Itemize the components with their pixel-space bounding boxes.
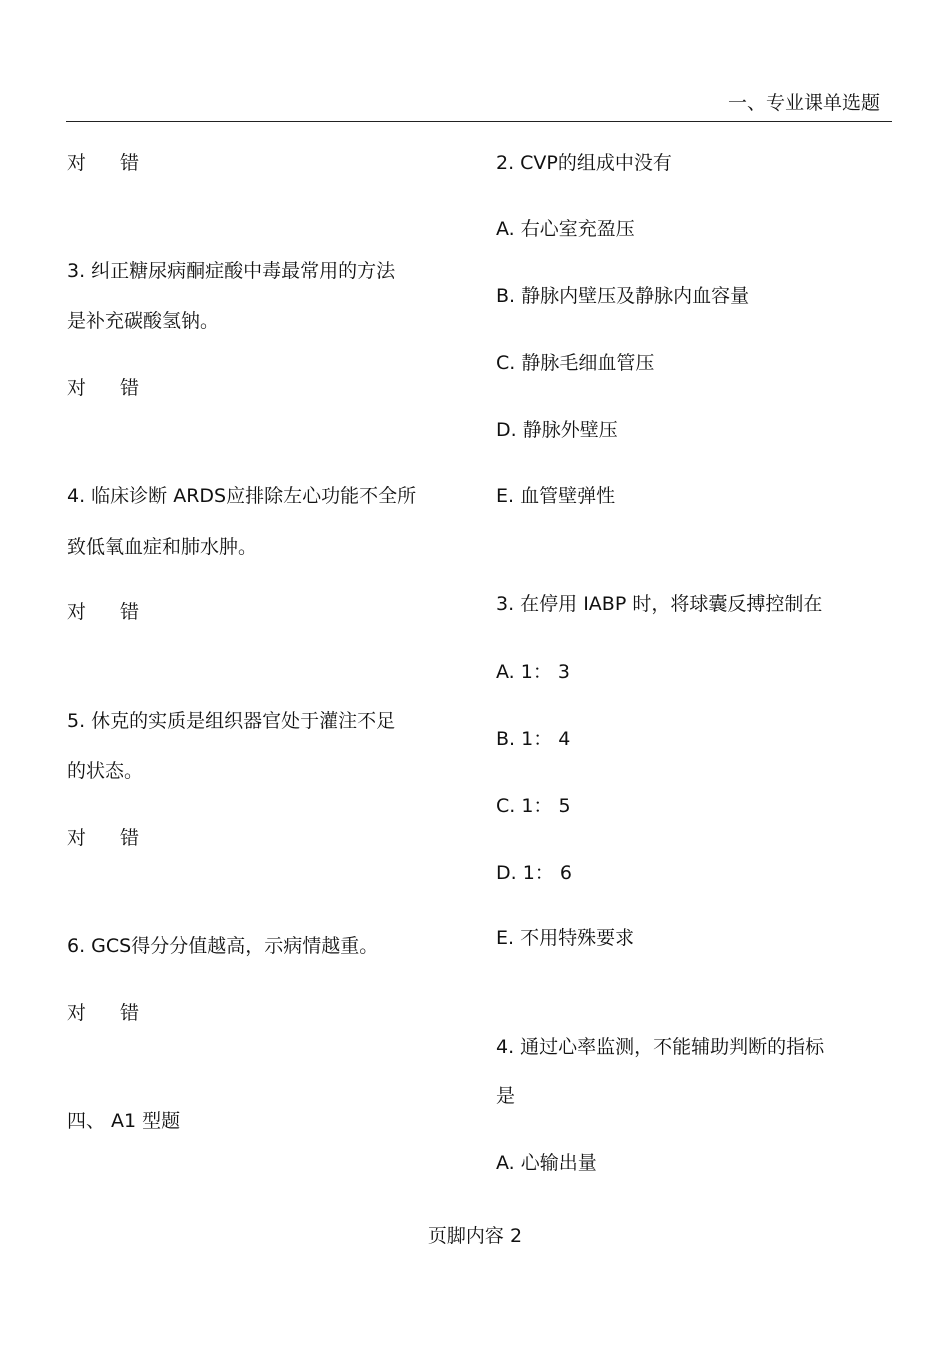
- question-4-line2: 致低氧血症和肺水肿。: [67, 536, 258, 558]
- question-4-line1: 4. 临床诊断 ARDS应排除左心功能不全所: [67, 485, 417, 507]
- option-false[interactable]: 错: [120, 1002, 140, 1024]
- question-r3-stem: 3. 在停用 IABP 时，将球囊反搏控制在: [496, 593, 823, 615]
- question-5-line1: 5. 休克的实质是组织器官处于灌注不足: [67, 710, 396, 732]
- tf-answer-q4: [67, 600, 139, 624]
- option-r2-d[interactable]: D. 静脉外壁压: [496, 419, 618, 441]
- option-r3-a[interactable]: A. 1： 3: [496, 661, 570, 683]
- page-header-title: 一、专业课单选题: [727, 92, 880, 114]
- section-heading-a1: 四、 A1 型题: [67, 1110, 181, 1132]
- option-r4-a[interactable]: A. 心输出量: [496, 1152, 597, 1174]
- option-r3-d[interactable]: D. 1： 6: [496, 862, 572, 884]
- question-r2-stem: 2. CVP的组成中没有: [496, 152, 672, 174]
- option-true[interactable]: 对: [67, 377, 87, 399]
- question-5-line2: 的状态。: [67, 760, 144, 782]
- option-r2-e[interactable]: E. 血管壁弹性: [496, 485, 616, 507]
- tf-answer-q2: [67, 151, 139, 175]
- option-r3-b[interactable]: B. 1： 4: [496, 728, 571, 750]
- option-true[interactable]: 对: [67, 601, 87, 623]
- header-rule: [66, 121, 892, 122]
- option-false[interactable]: 错: [120, 152, 140, 174]
- question-6-line1: 6. GCS得分分值越高，示病情越重。: [67, 935, 379, 957]
- question-r4-stem-line2: 是: [496, 1085, 516, 1107]
- option-r2-c[interactable]: C. 静脉毛细血管压: [496, 352, 655, 374]
- option-true[interactable]: 对: [67, 152, 87, 174]
- option-true[interactable]: 对: [67, 1002, 87, 1024]
- question-3-line2: 是补充碳酸氢钠。: [67, 310, 220, 332]
- option-r3-e[interactable]: E. 不用特殊要求: [496, 927, 635, 949]
- option-false[interactable]: 错: [120, 377, 140, 399]
- option-r3-c[interactable]: C. 1： 5: [496, 795, 571, 817]
- question-r4-stem-line1: 4. 通过心率监测，不能辅助判断的指标: [496, 1036, 825, 1058]
- option-false[interactable]: 错: [120, 601, 140, 623]
- option-r2-b[interactable]: B. 静脉内壁压及静脉内血容量: [496, 285, 750, 307]
- option-false[interactable]: 错: [120, 827, 140, 849]
- option-r2-a[interactable]: A. 右心室充盈压: [496, 218, 635, 240]
- option-true[interactable]: 对: [67, 827, 87, 849]
- tf-answer-q5: [67, 826, 139, 850]
- tf-answer-q6: [67, 1001, 139, 1025]
- page-footer: 页脚内容 2: [427, 1225, 523, 1247]
- tf-answer-q3: [67, 376, 139, 400]
- question-3-line1: 3. 纠正糖尿病酮症酸中毒最常用的方法: [67, 260, 396, 282]
